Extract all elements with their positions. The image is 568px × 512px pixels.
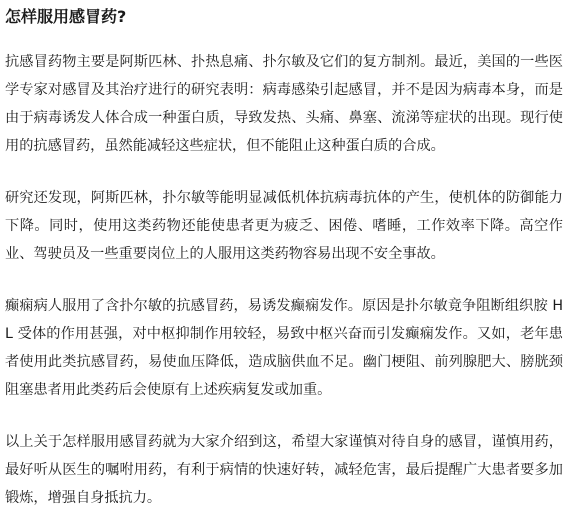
paragraph-4: 以上关于怎样服用感冒药就为大家介绍到这，希望大家谨慎对待自身的感冒，谨慎用药，最好听从医生的嘱咐用药，有利于病情的快速好转，减轻危害，最后提醒广大患者要多加锻炼，增强自身抵抗力。 bbox=[5, 434, 563, 506]
paragraph-3: 癫痫病人服用了含扑尔敏的抗感冒药，易诱发癫痫发作。原因是扑尔敏竟争阻断组织胺 HL 受体的作用甚强，对中枢抑制作用较轻，易致中枢兴奋而引发癫痫发作。又如，老年患者使用此类抗感冒药，易使血压降低，造成脑供血不足。幽门梗阻、前列腺肥大、膀胱颈阻塞患者用此类药后会使原有上述疾病复发或加重。 bbox=[5, 298, 563, 398]
paragraph-1: 抗感冒药物主要是阿斯匹林、扑热息痛、扑尔敏及它们的复方制剂。最近，美国的一些医学专家对感冒及其治疗进行的研究表明：病毒感染引起感冒，并不是因为病毒本身，而是由于病毒诱发人体合成一种蛋白质，导致发热、头痛、鼻塞、流涕等症状的出现。现行使用的抗感冒药，虽然能减轻这些症状，但不能阻止这种蛋白质的合成。 bbox=[5, 54, 563, 154]
paragraph-2: 研究还发现，阿斯匹林，扑尔敏等能明显减低机体抗病毒抗体的产生，使机体的防御能力下降。同时，使用这类药物还能使患者更为疲乏、困倦、嗜睡，工作效率下降。高空作业、驾驶员及一些重要岗位上的人服用这类药物容易出现不安全事故。 bbox=[5, 190, 563, 262]
article bbox=[5, 6, 563, 512]
article-title: 怎样服用感冒药? bbox=[5, 7, 127, 26]
